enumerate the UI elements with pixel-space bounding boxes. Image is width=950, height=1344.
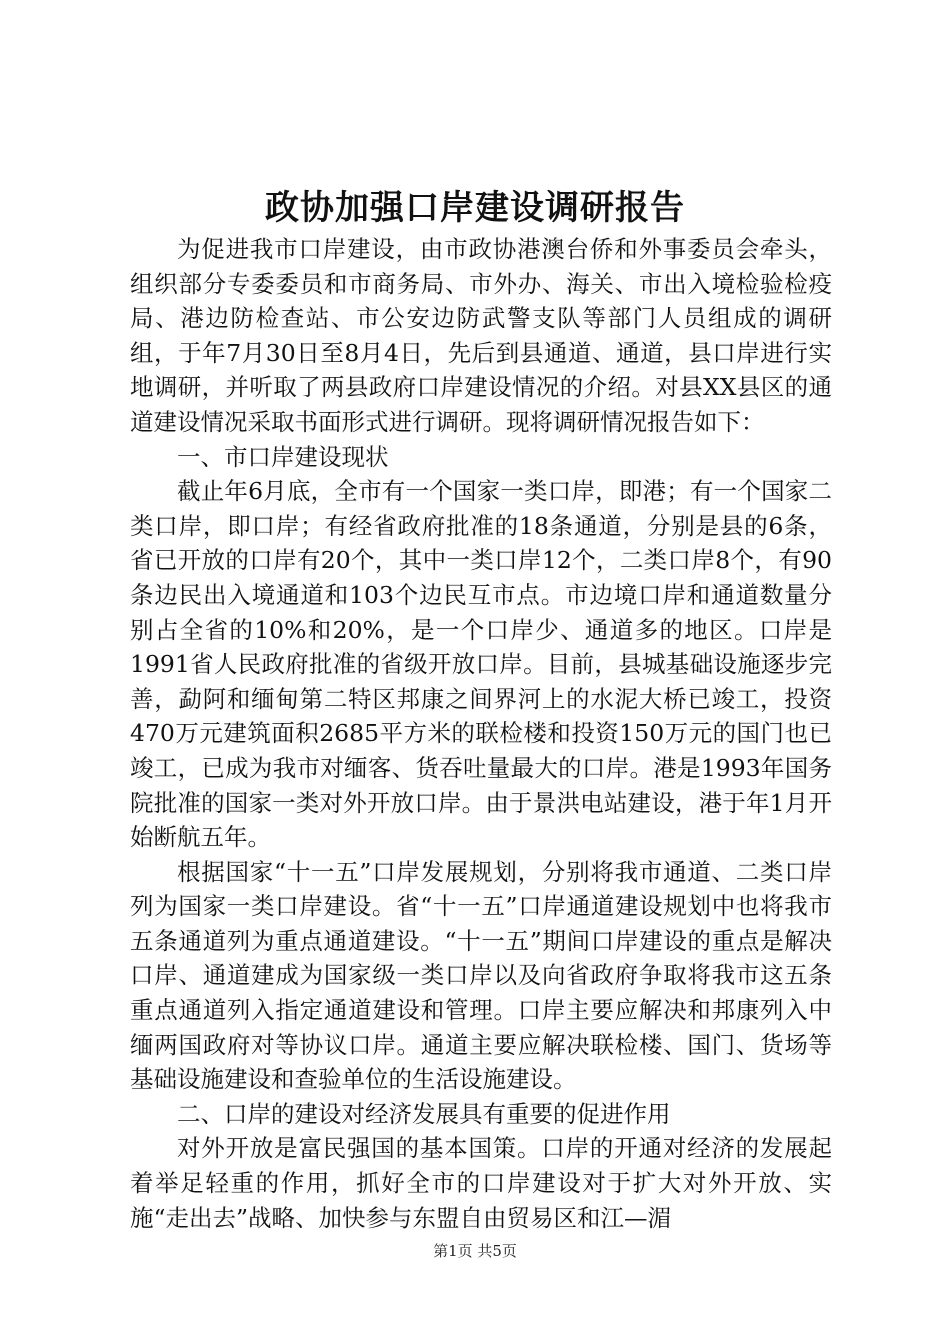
- section-heading-2: 二、口岸的建设对经济发展具有重要的促进作用: [177, 1099, 671, 1128]
- paragraph-opening: 对外开放是富民强国的基本国策。口岸的开通对经济的发展起着举足轻重的作用，抓好全市的口岸建设对于扩大对外开放、实施“走出去”战略、加快参与东盟自由贸易区和江—湄: [130, 1134, 832, 1232]
- paragraph-intro: 为促进我市口岸建设，由市政协港澳台侨和外事委员会牵头，组织部分专委委员和市商务局、市外办、海关、市出入境检验检疫局、港边防检查站、市公安边防武警支队等部门人员组成的调研组，于年7月30日至8月4日，先后到县通道、通道，县口岸进行实地调研，并听取了两县政府口岸建设情况的介绍。对县XX县区的通道建设情况采取书面形式进行调研。现将调研情况报告如下：: [130, 235, 832, 436]
- document-body: [130, 232, 832, 1235]
- page-number-footer: 第1页 共5页: [433, 1242, 517, 1260]
- section-heading-1: 一、市口岸建设现状: [177, 442, 389, 471]
- paragraph-planning: 根据国家“十一五”口岸发展规划，分别将我市通道、二类口岸列为国家一类口岸建设。省“十一五”口岸通道建设规划中也将我市五条通道列为重点通道建设。“十一五”期间口岸建设的重点是解决口岸、通道建成为国家级一类口岸以及向省政府争取将我市这五条重点通道列入指定通道建设和管理。口岸主要应解决和邦康列入中缅两国政府对等协议口岸。通道主要应解决联检楼、国门、货场等基础设施建设和查验单位的生活设施建设。: [130, 857, 832, 1094]
- document-title: 政协加强口岸建设调研报告: [265, 188, 685, 228]
- paragraph-status: 截止年6月底，全市有一个国家一类口岸，即港；有一个国家二类口岸，即口岸；有经省政府批准的18条通道，分别是县的6条，省已开放的口岸有20个，其中一类口岸12个，二类口岸8个，有90条边民出入境通道和103个边民互市点。市边境口岸和通道数量分别占全省的10%和20%，是一个口岸少、通道多的地区。口岸是1991省人民政府批准的省级开放口岸。目前，县城基础设施逐步完善，勐阿和缅甸第二特区邦康之间界河上的水泥大桥已竣工，投资470万元建筑面积2685平方米的联检楼和投资150万元的国门也已竣工，已成为我市对缅客、货吞吐量最大的口岸。港是1993年国务院批准的国家一类对外开放口岸。由于景洪电站建设，港于年1月开始断航五年。: [130, 477, 832, 852]
